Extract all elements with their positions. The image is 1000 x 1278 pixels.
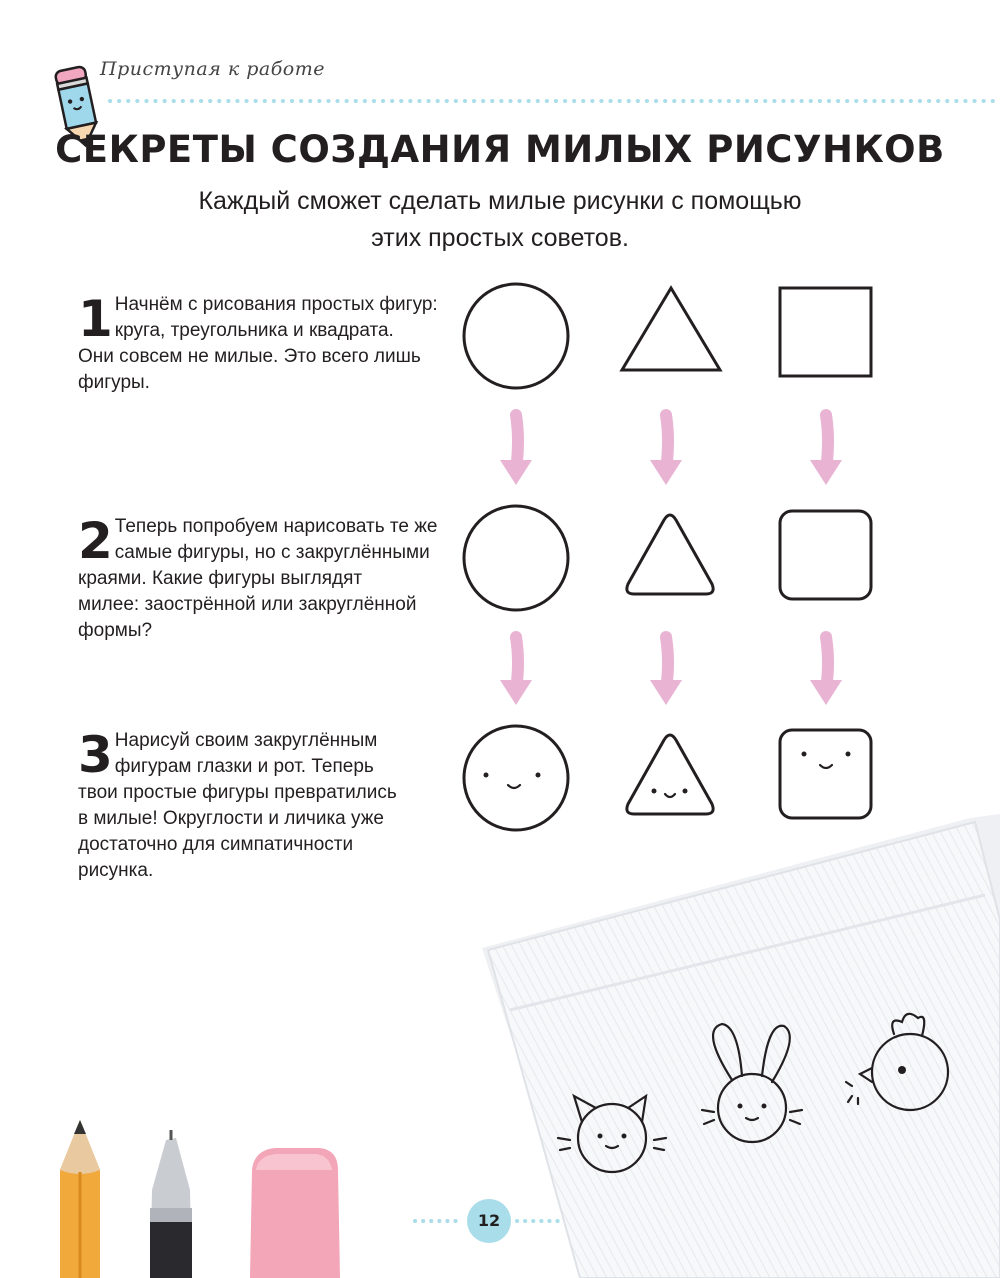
- step-3-line: в милые! Округлости и личика уже: [78, 808, 385, 829]
- footer-dots-right: [514, 1216, 566, 1226]
- eraser-icon: [250, 1148, 340, 1278]
- face-eye: [484, 773, 489, 778]
- face-mouth: [665, 794, 675, 797]
- section-label: Приступая к работе: [100, 58, 326, 80]
- step-2-number: 2: [78, 512, 113, 570]
- face-eye: [652, 789, 657, 794]
- step-3-line: твои простые фигуры превратились: [78, 782, 397, 803]
- step-2: [78, 514, 453, 644]
- face-eye: [802, 752, 807, 757]
- shapes-illustration: [440, 270, 920, 840]
- step-1-number: 1: [78, 290, 113, 348]
- step-3: [78, 728, 453, 884]
- pencil-icon: [60, 1120, 100, 1278]
- step-2-line: формы?: [78, 620, 153, 641]
- step-3-line: Нарисуй своим закруглённым: [114, 730, 378, 751]
- napkin-photo: [470, 800, 1000, 1278]
- subtitle-line-2: этих простых советов.: [371, 224, 629, 252]
- step-2-line: милее: заострённой или закруглённой: [78, 594, 417, 615]
- face-mouth: [820, 765, 832, 768]
- rounded-circle-shape: [464, 506, 568, 610]
- step-1-line: фигуры.: [78, 372, 150, 393]
- page-number: 12: [467, 1199, 511, 1243]
- page-subtitle: [120, 183, 880, 257]
- face-mouth: [508, 785, 520, 788]
- rounded-triangle-shape: [627, 515, 713, 594]
- square-shape: [780, 288, 871, 376]
- step-3-line: фигурам глазки и рот. Теперь: [114, 756, 374, 777]
- supplies-photo: [0, 1100, 380, 1278]
- step-2-line: самые фигуры, но с закруглёнными: [114, 542, 430, 563]
- step-2-line: Теперь попробуем нарисовать те же: [114, 516, 438, 537]
- step-1-line: круга, треугольника и квадрата.: [114, 320, 394, 341]
- step-3-line: достаточно для симпатичности: [78, 834, 354, 855]
- face-eye: [536, 773, 541, 778]
- circle-shape: [464, 284, 568, 388]
- rounded-square-shape: [780, 511, 871, 599]
- step-2-line: краями. Какие фигуры выглядят: [78, 568, 363, 589]
- footer-dots-left: [412, 1216, 464, 1226]
- header-dotted-rule: [106, 96, 996, 106]
- triangle-shape: [622, 288, 720, 370]
- step-1-line: Они совсем не милые. Это всего лишь: [78, 346, 421, 367]
- step-3-line: рисунка.: [78, 860, 154, 881]
- subtitle-line-1: Каждый сможет сделать милые рисунки с помощью: [198, 187, 802, 215]
- step-1: [78, 292, 453, 396]
- face-eye: [683, 789, 688, 794]
- face-eye: [846, 752, 851, 757]
- step-1-line: Начнём с рисования простых фигур:: [114, 294, 438, 315]
- mechanical-pencil-icon: [150, 1130, 192, 1278]
- step-3-number: 3: [78, 726, 113, 784]
- page-title: СЕКРЕТЫ СОЗДАНИЯ МИЛЫХ РИСУНКОВ: [55, 128, 945, 171]
